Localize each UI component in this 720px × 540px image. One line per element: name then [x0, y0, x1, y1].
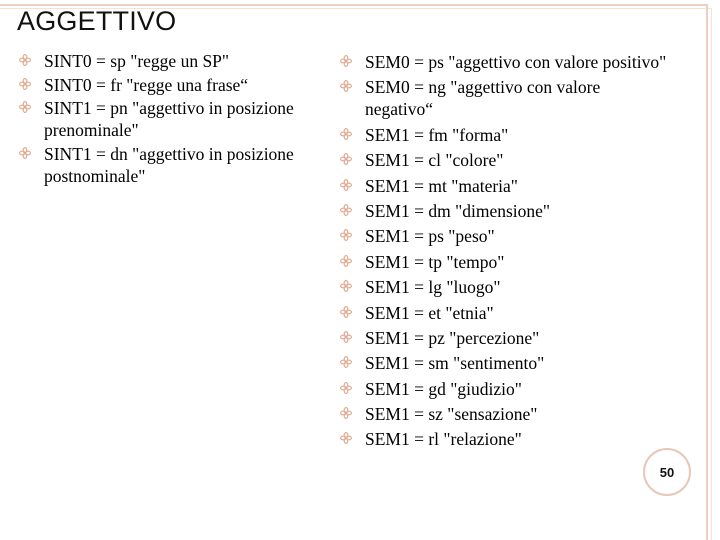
list-item-text: SEM1 = tp "tempo": [365, 251, 505, 272]
list-item: [19, 50, 309, 72]
list-item: [340, 403, 670, 425]
flower-bullet-icon: [19, 54, 31, 66]
list-item: [340, 124, 670, 146]
flower-bullet-icon: [340, 204, 352, 216]
list-item: [340, 276, 670, 298]
list-item: [340, 225, 670, 247]
frame-right-line: [706, 4, 708, 540]
flower-bullet-icon: [340, 280, 352, 292]
list-item-text: SEM1 = gd "giudizio": [365, 378, 522, 399]
list-item-text: SINT0 = fr "regge una frase“: [44, 74, 249, 95]
list-item-text: SEM1 = mt "materia": [365, 175, 518, 196]
flower-bullet-icon: [340, 179, 352, 191]
list-item: [19, 97, 309, 141]
list-item: [340, 51, 670, 73]
flower-bullet-icon: [19, 147, 31, 159]
flower-bullet-icon: [340, 128, 352, 140]
flower-bullet-icon: [340, 153, 352, 165]
flower-bullet-icon: [340, 356, 352, 368]
list-item-text: SEM1 = rl "relazione": [365, 429, 522, 450]
list-item: [340, 327, 670, 349]
left-bullet-list: [19, 50, 309, 188]
list-item-text: SEM1 = et "etnia": [365, 302, 494, 323]
list-item-text: SINT1 = pn "aggettivo in posizione prenominale": [44, 98, 294, 140]
flower-bullet-icon: [340, 255, 352, 267]
slide-title: AGGETTIVO: [17, 6, 177, 36]
flower-bullet-icon: [19, 101, 31, 113]
list-item: [19, 143, 309, 187]
list-item: [340, 200, 670, 222]
flower-bullet-icon: [340, 331, 352, 343]
list-item: [340, 175, 670, 197]
list-item-text: SEM1 = dm "dimensione": [365, 200, 551, 221]
flower-bullet-icon: [340, 432, 352, 444]
list-item-text: SEM1 = sz "sensazione": [365, 404, 538, 425]
right-bullet-list: [340, 51, 670, 454]
list-item: [340, 149, 670, 171]
frame-right-line-inner: [711, 8, 712, 540]
flower-bullet-icon: [340, 306, 352, 318]
list-item-text: SEM1 = cl "colore": [365, 150, 504, 171]
list-item-text: SINT1 = dn "aggettivo in posizione postnominale": [44, 143, 294, 186]
list-item: [19, 74, 309, 96]
flower-bullet-icon: [340, 229, 352, 241]
flower-bullet-icon: [340, 407, 352, 419]
list-item-text: SEM1 = lg "luogo": [365, 277, 501, 298]
flower-bullet-icon: [340, 80, 352, 92]
list-item: [340, 352, 670, 374]
page-number-badge: 50: [643, 448, 691, 496]
list-item: [340, 428, 670, 450]
flower-bullet-icon: [340, 382, 352, 394]
list-item: [340, 378, 670, 400]
list-item-text: SEM1 = fm "forma": [365, 124, 509, 145]
list-item-text: SEM0 = ps "aggettivo con valore positivo": [365, 52, 667, 72]
flower-bullet-icon: [19, 78, 31, 90]
list-item-text: SEM1 = sm "sentimento": [365, 353, 545, 374]
list-item: [340, 302, 670, 324]
list-item-text: SEM0 = ng "aggettivo con valore negativo“: [365, 77, 601, 120]
flower-bullet-icon: [340, 55, 352, 67]
list-item: [340, 251, 670, 273]
list-item: [340, 76, 670, 120]
list-item-text: SEM1 = pz "percezione": [365, 327, 540, 348]
list-item-text: SINT0 = sp "regge un SP": [44, 51, 230, 71]
list-item-text: SEM1 = ps "peso": [365, 226, 495, 247]
